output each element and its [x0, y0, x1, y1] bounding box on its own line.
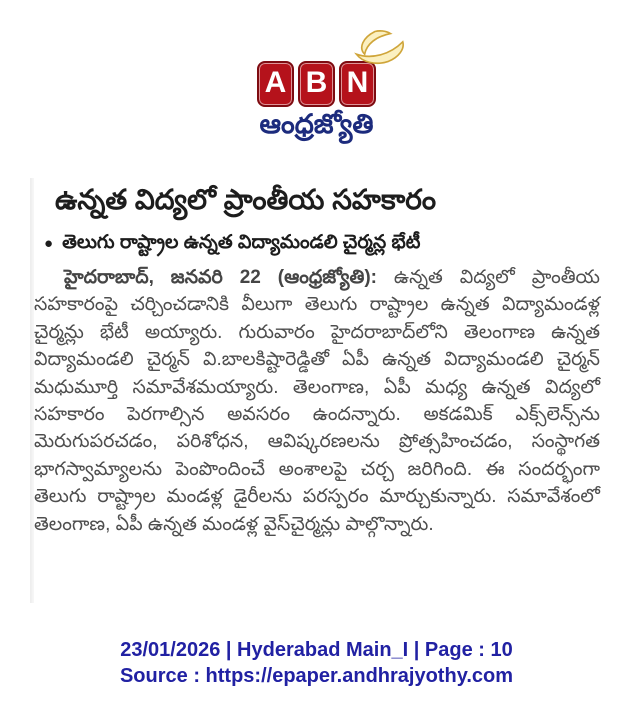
article-body-text: ఉన్నత విద్యలో ప్రాంతీయ సహకారంపై చర్చించడానికి వీలుగా తెలుగు రాష్ట్రాల ఉన్నత విద్యామండళ్ల చైర్మన్లు భేటీ అయ్యారు. గురువారం హైదరాబాద్‌లోని తెలంగాణ ఉన్నత విద్యామండలి చైర్మన్ వి.బాలకిష్టారెడ్డితో ఏపీ ఉన్నత విద్యామండలి చైర్మన్ మధుమూర్తి సమావేశమయ్యారు. తెలంగాణ, ఏపీ మధ్య ఉన్నత విద్యలో సహకారం పెరగాల్సిన అవసరం ఉందన్నారు. అకడమిక్ ఎక్స్‌లెన్స్‌ను మెరుగుపరచడం, పరిశోధన, ఆవిష్కరణలను ప్రోత్సహించడం, సంస్థాగత భాగస్వామ్యాలను పెంపొందించే అంశాలపై చర్చ జరిగింది. ఈ సందర్భంగా తెలుగు రాష్ట్రాల మండళ్ల డైరీలను పరస్పరం మార్చుకున్నారు. సమావేశంలో తెలంగాణ, ఏపీ ఉన్నత మండళ్ల వైస్‌చైర్మన్లు పాల్గొన్నారు.	[34, 267, 600, 535]
article-body	[34, 264, 600, 538]
footer-date-edition-page: 23/01/2026 | Hyderabad Main_I | Page : 10	[120, 639, 513, 661]
footer-source-url: Source : https://epaper.andhrajyothy.com	[119, 665, 514, 687]
subhead-text: తెలుగు రాష్ట్రాల ఉన్నత విద్యామండలి చైర్మన్ల భేటీ	[62, 232, 421, 253]
abn-letter-b: B	[298, 61, 335, 107]
article-subhead	[44, 231, 603, 255]
article-dateline: హైదరాబాద్, జనవరి 22 (ఆంధ్రజ్యోతి):	[64, 267, 378, 288]
abn-andhrajyothy-logo	[242, 33, 392, 140]
flame-crescent-icon	[344, 29, 410, 67]
abn-letter-a: A	[257, 61, 294, 107]
abn-letter-n: N	[339, 61, 376, 107]
article-headline: ఉన్నత విద్యలో ప్రాంతీయ సహకారం	[55, 184, 437, 215]
abn-letter-blocks	[242, 61, 392, 107]
bullet-icon: ●	[44, 234, 54, 252]
epaper-footer	[0, 637, 633, 689]
logo-name-telugu: ఆంధ్రజ్యోతి	[259, 109, 374, 139]
